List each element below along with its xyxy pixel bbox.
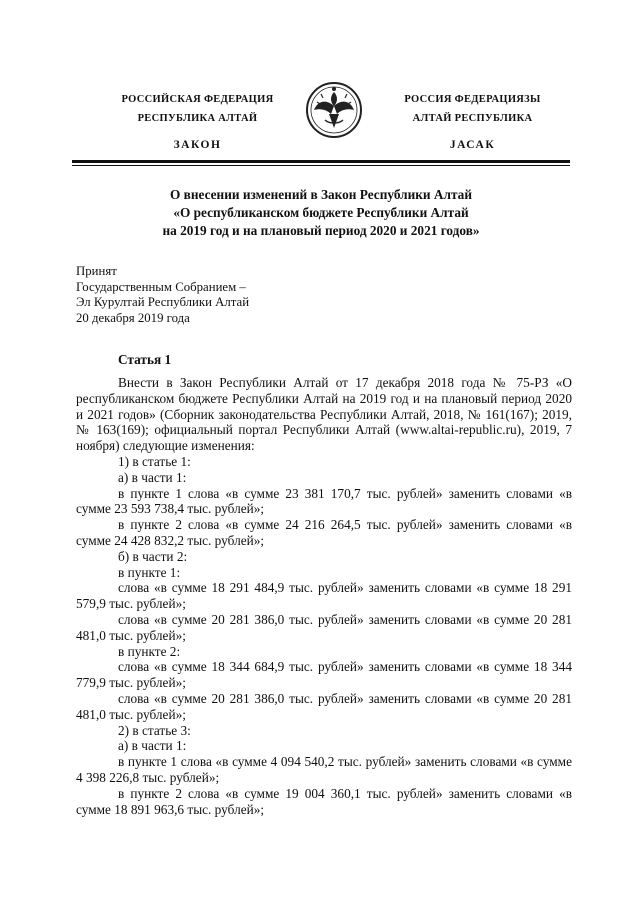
coat-of-arms-icon bbox=[303, 80, 365, 140]
adoption-block bbox=[76, 264, 249, 326]
paragraph: б) в части 2: bbox=[118, 548, 188, 564]
header-right-country: РОССИЯ ФЕДЕРАЦИЯЗЫ bbox=[404, 94, 541, 105]
law-title bbox=[72, 186, 570, 240]
paragraph: а) в части 1: bbox=[118, 738, 187, 754]
header-left bbox=[110, 90, 285, 155]
header-left-country: РОССИЙСКАЯ ФЕДЕРАЦИЯ bbox=[121, 94, 274, 105]
paragraph: 1) в статье 1: bbox=[118, 453, 191, 469]
article-body bbox=[76, 375, 572, 817]
paragraph: слова «в сумме 18 291 484,9 тыс. рублей» заменить словами «в сумме 18 291 579,9 тыс. рублей»; bbox=[76, 580, 572, 612]
article-heading: Статья 1 bbox=[118, 352, 172, 367]
paragraph: слова «в сумме 20 281 386,0 тыс. рублей» заменить словами «в сумме 20 281 481,0 тыс. рублей»; bbox=[76, 690, 572, 722]
paragraph: Внести в Закон Республики Алтай от 17 декабря 2018 года № 75-РЗ «О республиканском бюджете Республики Алтай на 2019 год и на плановый период 2020 и 2021 годов» (Сборник законодательства Республики Алтай, 2018, № 161(167); 2019, № 163(169); официальный портал Республики Алтай (www.altai-republic.ru), 2019, 7 ноября) следующие изменения: bbox=[76, 375, 572, 454]
header-right bbox=[385, 90, 560, 155]
header-left-law: ЗАКОН bbox=[173, 139, 222, 151]
paragraph: 2) в статье 3: bbox=[118, 722, 191, 738]
adoption-line-1: Принят bbox=[76, 264, 117, 278]
law-title-line-1: О внесении изменений в Закон Республики Алтай bbox=[170, 187, 472, 202]
header-left-republic: РЕСПУБЛИКА АЛТАЙ bbox=[137, 113, 258, 124]
paragraph: в пункте 1 слова «в сумме 4 094 540,2 тыс. рублей» заменить словами «в сумме 4 398 226,8 тыс. рублей»; bbox=[76, 754, 572, 785]
law-title-line-3: на 2019 год и на плановый период 2020 и 2021 годов» bbox=[162, 223, 480, 238]
paragraph: в пункте 2 слова «в сумме 19 004 360,1 тыс. рублей» заменить словами «в сумме 18 891 963,6 тыс. рублей»; bbox=[76, 785, 572, 817]
adoption-line-3: Эл Курултай Республики Алтай bbox=[76, 295, 250, 309]
paragraph: слова «в сумме 20 281 386,0 тыс. рублей» заменить словами «в сумме 20 281 481,0 тыс. рублей»; bbox=[76, 611, 572, 643]
paragraph: слова «в сумме 18 344 684,9 тыс. рублей» заменить словами «в сумме 18 344 779,9 тыс. рублей»; bbox=[76, 659, 572, 691]
paragraph: а) в части 1: bbox=[118, 469, 187, 485]
paragraph: в пункте 2: bbox=[118, 643, 181, 659]
adoption-date: 20 декабря 2019 года bbox=[76, 310, 190, 325]
law-title-line-2: «О республиканском бюджете Республики Алтай bbox=[173, 205, 469, 220]
paragraph: в пункте 1: bbox=[118, 564, 181, 580]
adoption-line-2: Государственным Собранием – bbox=[76, 279, 246, 294]
header-right-republic: АЛТАЙ РЕСПУБЛИКА bbox=[412, 113, 533, 124]
header-right-law: ЈАСАК bbox=[449, 139, 496, 151]
header-divider-thin bbox=[72, 165, 570, 166]
paragraph: в пункте 1 слова «в сумме 23 381 170,7 тыс. рублей» заменить словами «в сумме 23 593 738,4 тыс. рублей»; bbox=[76, 485, 572, 517]
paragraph: в пункте 2 слова «в сумме 24 216 264,5 тыс. рублей» заменить словами «в сумме 24 428 832,2 тыс. рублей»; bbox=[76, 517, 572, 548]
header-divider-thick bbox=[72, 160, 570, 163]
